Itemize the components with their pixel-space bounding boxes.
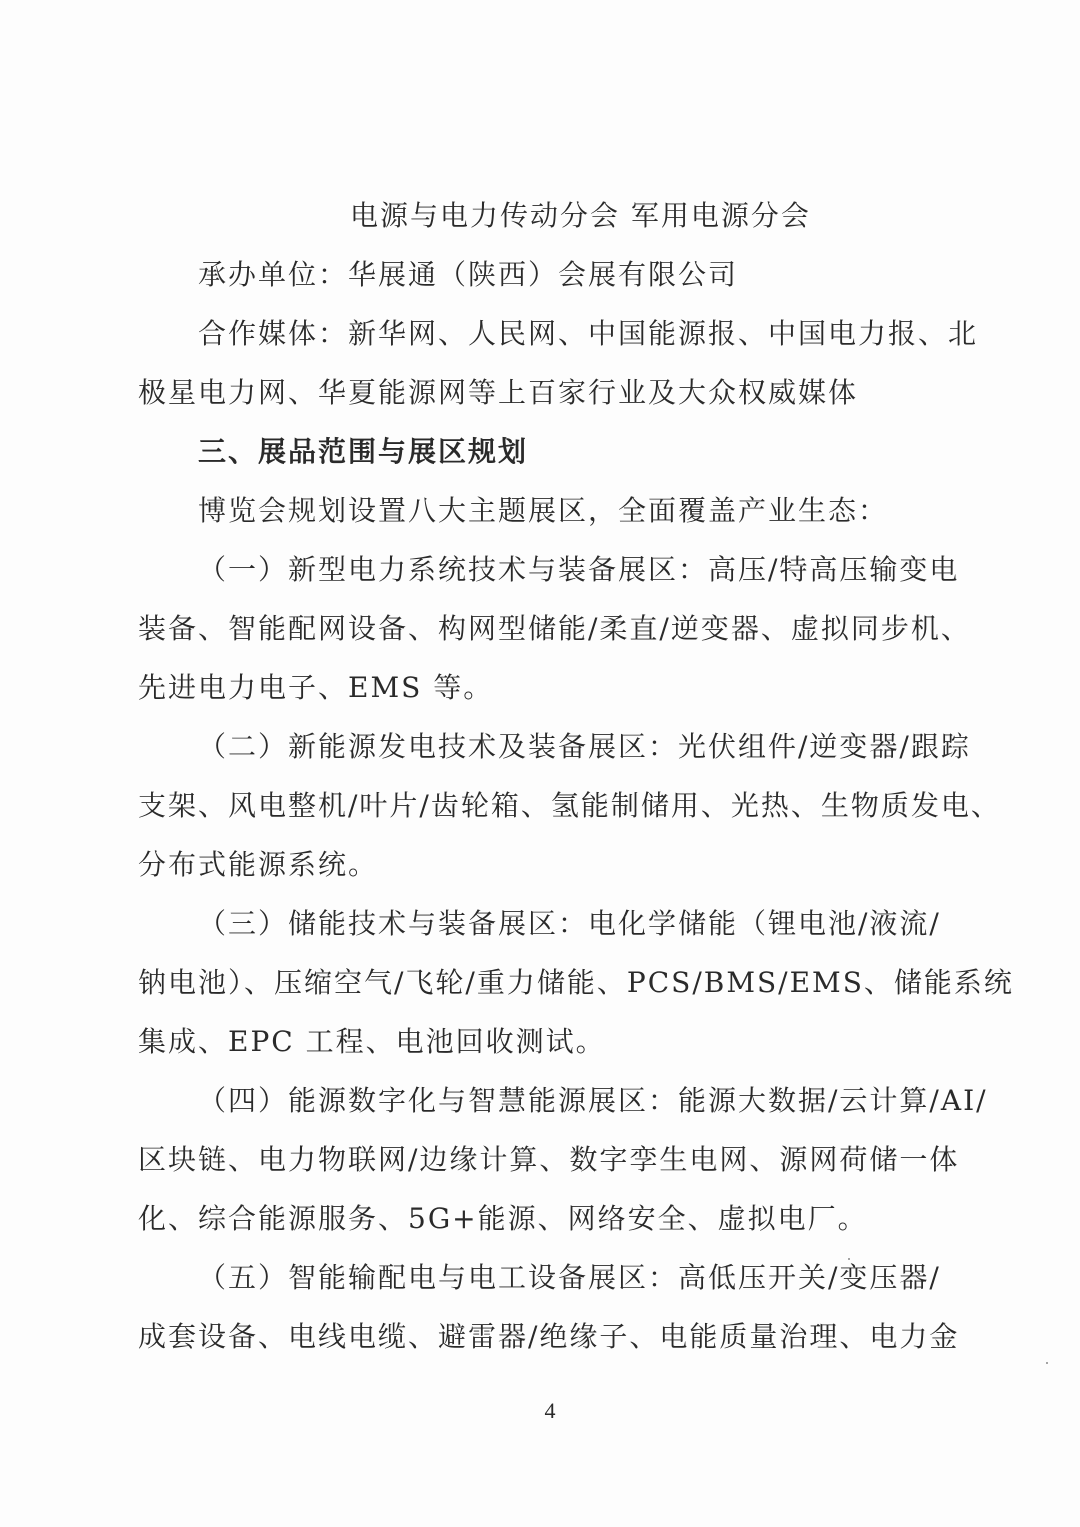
scan-speck <box>1046 1362 1048 1364</box>
section-heading: 三、展品范围与展区规划 <box>198 435 529 468</box>
host-unit-line: 承办单位：华展通（陕西）会展有限公司 <box>198 258 739 291</box>
zone-2-line-2: 支架、风电整机/叶片/齿轮箱、氢能制储用、光热、生物质发电、 <box>138 789 1001 822</box>
zone-4-line-1: （四）能源数字化与智慧能源展区：能源大数据/云计算/AI/ <box>198 1084 988 1117</box>
zone-1-line-2: 装备、智能配网设备、构网型储能/柔直/逆变器、虚拟同步机、 <box>138 612 971 645</box>
zone-2-line-3: 分布式能源系统。 <box>138 848 379 881</box>
media-partner-line-2: 极星电力网、华夏能源网等上百家行业及大众权威媒体 <box>138 376 859 409</box>
zone-4-line-3: 化、综合能源服务、5G+能源、网络安全、虚拟电厂。 <box>138 1202 868 1235</box>
zone-5-line-2: 成套设备、电线电缆、避雷器/绝缘子、电能质量治理、电力金 <box>138 1320 960 1353</box>
page-number: 4 <box>544 1398 556 1423</box>
zone-3-line-2: 钠电池）、压缩空气/飞轮/重力储能、PCS/BMS/EMS、储能系统 <box>138 966 1014 999</box>
zone-1-line-3: 先进电力电子、EMS 等。 <box>138 671 494 704</box>
zone-3-line-3: 集成、EPC 工程、电池回收测试。 <box>138 1025 606 1058</box>
zone-2-line-1: （二）新能源发电技术及装备展区：光伏组件/逆变器/跟踪 <box>198 730 971 763</box>
zone-1-line-1: （一）新型电力系统技术与装备展区：高压/特高压输变电 <box>198 553 960 586</box>
scan-speck <box>848 1258 850 1260</box>
intro-paragraph: 博览会规划设置八大主题展区，全面覆盖产业生态： <box>198 494 889 527</box>
zone-4-line-2: 区块链、电力物联网/边缘计算、数字孪生电网、源网荷储一体 <box>138 1143 960 1176</box>
zone-5-line-1: （五）智能输配电与电工设备展区：高低压开关/变压器/ <box>198 1261 941 1294</box>
organizer-line: 电源与电力传动分会 军用电源分会 <box>350 199 811 232</box>
zone-3-line-1: （三）储能技术与装备展区：电化学储能（锂电池/液流/ <box>198 907 941 940</box>
media-partner-line-1: 合作媒体：新华网、人民网、中国能源报、中国电力报、北 <box>198 317 979 350</box>
